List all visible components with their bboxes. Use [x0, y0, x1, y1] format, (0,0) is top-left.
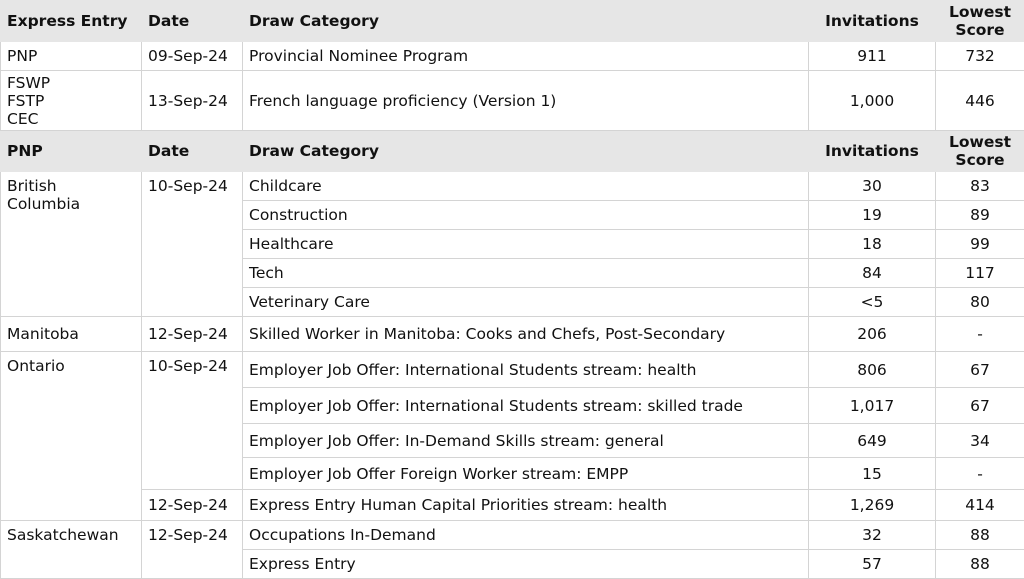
date-cell: 12-Sep-24	[142, 317, 243, 352]
header-program: PNP	[1, 131, 142, 172]
category-cell: Express Entry Human Capital Priorities stream: health	[243, 490, 809, 521]
category-cell: Veterinary Care	[243, 288, 809, 317]
invitations-cell: 911	[809, 42, 936, 71]
pnp-header-row	[1, 131, 1024, 172]
express-entry-header-row	[1, 1, 1024, 42]
category-cell: Employer Job Offer: International Students stream: skilled trade	[243, 388, 809, 424]
category-cell: Employer Job Offer Foreign Worker stream: EMPP	[243, 458, 809, 490]
invitations-cell: 806	[809, 352, 936, 388]
header-category: Draw Category	[243, 131, 809, 172]
province-cell: British Columbia	[1, 172, 142, 317]
lowest-score-cell: 83	[936, 172, 1024, 201]
header-lowest-score: Lowest Score	[936, 131, 1024, 172]
category-cell: French language proficiency (Version 1)	[243, 71, 809, 131]
lowest-score-cell: 414	[936, 490, 1024, 521]
header-program: Express Entry	[1, 1, 142, 42]
category-cell: Occupations In-Demand	[243, 521, 809, 550]
table-row	[1, 172, 1024, 201]
table-row	[1, 521, 1024, 550]
program-cell: PNP	[1, 42, 142, 71]
province-cell: Manitoba	[1, 317, 142, 352]
lowest-score-cell: 67	[936, 388, 1024, 424]
program-cell: FSWP FSTP CEC	[1, 71, 142, 131]
category-cell: Skilled Worker in Manitoba: Cooks and Chefs, Post-Secondary	[243, 317, 809, 352]
lowest-score-cell: 67	[936, 352, 1024, 388]
table-row	[1, 42, 1024, 71]
header-lowest-score: Lowest Score	[936, 1, 1024, 42]
lowest-score-cell: 34	[936, 424, 1024, 458]
date-cell: 10-Sep-24	[142, 352, 243, 490]
invitations-cell: 1,017	[809, 388, 936, 424]
invitations-cell: 1,269	[809, 490, 936, 521]
header-category: Draw Category	[243, 1, 809, 42]
table-row	[1, 317, 1024, 352]
invitations-cell: 30	[809, 172, 936, 201]
invitations-cell: 649	[809, 424, 936, 458]
invitations-cell: 15	[809, 458, 936, 490]
category-cell: Construction	[243, 201, 809, 230]
header-date: Date	[142, 1, 243, 42]
lowest-score-cell: 89	[936, 201, 1024, 230]
header-date: Date	[142, 131, 243, 172]
invitations-cell: 18	[809, 230, 936, 259]
lowest-score-cell: -	[936, 458, 1024, 490]
invitations-cell: 32	[809, 521, 936, 550]
table-row	[1, 490, 1024, 521]
lowest-score-cell: 99	[936, 230, 1024, 259]
table-row	[1, 71, 1024, 131]
date-cell: 12-Sep-24	[142, 490, 243, 521]
lowest-score-cell: -	[936, 317, 1024, 352]
invitations-cell: 1,000	[809, 71, 936, 131]
province-cell: Saskatchewan	[1, 521, 142, 579]
lowest-score-cell: 732	[936, 42, 1024, 71]
category-cell: Childcare	[243, 172, 809, 201]
header-invitations: Invitations	[809, 1, 936, 42]
date-cell: 10-Sep-24	[142, 172, 243, 317]
invitations-cell: 206	[809, 317, 936, 352]
category-cell: Tech	[243, 259, 809, 288]
invitations-cell: 19	[809, 201, 936, 230]
lowest-score-cell: 117	[936, 259, 1024, 288]
category-cell: Express Entry	[243, 550, 809, 579]
invitations-cell: 57	[809, 550, 936, 579]
invitations-cell: <5	[809, 288, 936, 317]
category-cell: Employer Job Offer: In-Demand Skills stream: general	[243, 424, 809, 458]
date-cell: 09-Sep-24	[142, 42, 243, 71]
date-cell: 13-Sep-24	[142, 71, 243, 131]
header-invitations: Invitations	[809, 131, 936, 172]
lowest-score-cell: 88	[936, 550, 1024, 579]
province-cell: Ontario	[1, 352, 142, 521]
table-row	[1, 352, 1024, 388]
lowest-score-cell: 88	[936, 521, 1024, 550]
category-cell: Employer Job Offer: International Students stream: health	[243, 352, 809, 388]
category-cell: Provincial Nominee Program	[243, 42, 809, 71]
lowest-score-cell: 446	[936, 71, 1024, 131]
invitations-cell: 84	[809, 259, 936, 288]
date-cell: 12-Sep-24	[142, 521, 243, 579]
lowest-score-cell: 80	[936, 288, 1024, 317]
category-cell: Healthcare	[243, 230, 809, 259]
